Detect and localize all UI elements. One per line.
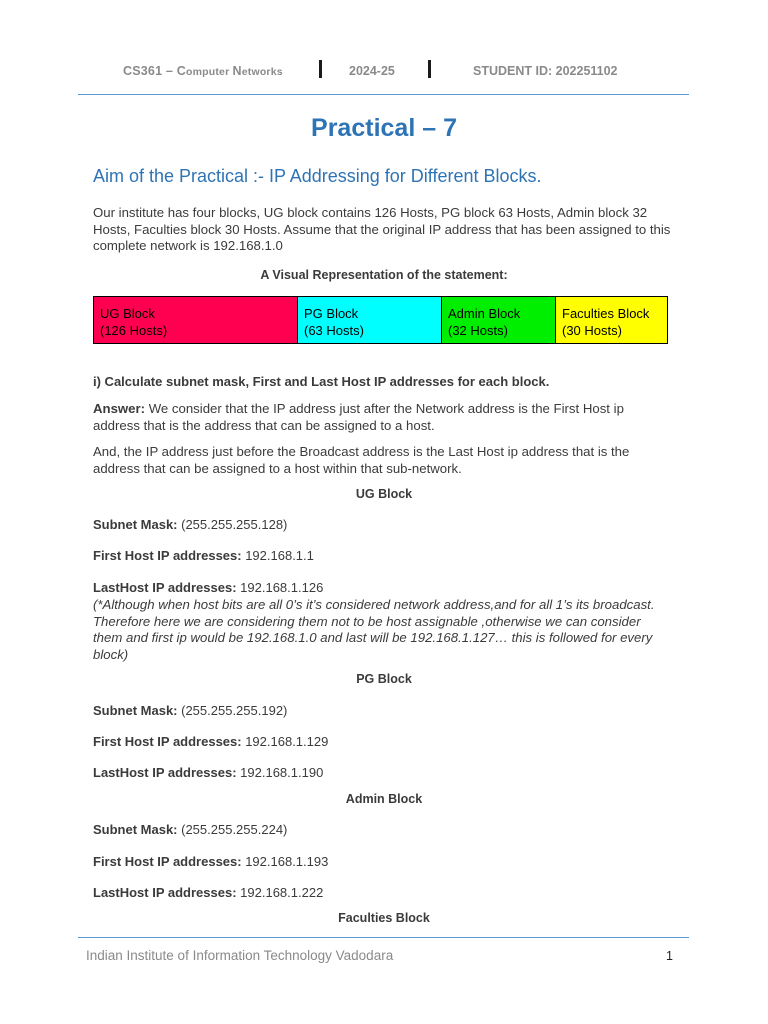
label: LastHost IP addresses:	[93, 885, 237, 900]
value: 192.168.1.222	[236, 885, 324, 900]
value: 192.168.1.1	[241, 548, 314, 563]
faculties-heading: Faculties Block	[338, 911, 430, 925]
block-name: UG Block	[100, 306, 155, 321]
blocks-diagram	[93, 296, 668, 344]
pg-subnet-mask	[93, 703, 287, 718]
ug-heading: UG Block	[355, 487, 413, 501]
visual-heading: A Visual Representation of the statement:	[260, 268, 508, 282]
admin-last-host	[93, 885, 323, 900]
note: (*Although when host bits are all 0’s it’s considered network address,and for all 1’s its broadcast. Therefore here we are considering them not to be host assignable ,otherwise we can consider them and first ip would be 192.168.1.0 and last will be 192.168.1.127… this is followed for every block)	[93, 597, 655, 662]
ug-block-cell	[94, 297, 298, 343]
admin-heading: Admin Block	[345, 792, 423, 806]
intro-paragraph: Our institute has four blocks, UG block contains 126 Hosts, PG block 63 Hosts, Admin block 32 Hosts, Faculties block 30 Hosts. Assume that the original IP address that has been assigned to this complete network is 192.168.1.0	[93, 205, 671, 253]
block-hosts: (32 Hosts)	[448, 323, 508, 338]
label: Subnet Mask:	[93, 517, 178, 532]
value: (255.255.255.128)	[177, 517, 288, 532]
course-name-part: etworks	[241, 66, 283, 78]
ug-first-host	[93, 548, 314, 563]
page-number: 1	[666, 949, 673, 963]
course-name-part: omputer	[185, 66, 233, 78]
pg-first-host	[93, 734, 328, 749]
institute-name: Indian Institute of Information Technology Vadodara	[86, 948, 394, 963]
label: First Host IP addresses:	[93, 854, 242, 869]
admin-block-cell	[442, 297, 556, 343]
answer-paragraph-2: And, the IP address just before the Broadcast address is the Last Host ip address that is the address that can be assigned to a host within that sub-network.	[93, 444, 630, 476]
answer-paragraph	[93, 401, 673, 434]
pg-block-cell	[298, 297, 442, 343]
course-name-part: N	[232, 64, 242, 78]
label: First Host IP addresses:	[93, 734, 242, 749]
ug-last-host	[93, 580, 323, 595]
header-separator	[319, 60, 322, 78]
faculties-block-cell	[556, 297, 667, 343]
admin-first-host	[93, 854, 328, 869]
label: LastHost IP addresses:	[93, 765, 237, 780]
student-id: STUDENT ID: 202251102	[473, 64, 618, 78]
label: First Host IP addresses:	[93, 548, 242, 563]
label: Subnet Mask:	[93, 822, 178, 837]
value: 192.168.1.129	[241, 734, 329, 749]
academic-year: 2024-25	[349, 64, 395, 78]
block-name: Admin Block	[448, 306, 521, 321]
answer-text: We consider that the IP address just after the Network address is the First Host ip address that is the address that can be assigned to a host.	[93, 401, 624, 433]
admin-subnet-mask	[93, 822, 287, 837]
block-hosts: (63 Hosts)	[304, 323, 364, 338]
value: 192.168.1.193	[241, 854, 329, 869]
page-title: Practical – 7	[311, 114, 457, 142]
ug-subnet-mask	[93, 517, 287, 532]
answer-label: Answer:	[93, 401, 146, 416]
page-header	[78, 58, 689, 95]
label: LastHost IP addresses:	[93, 580, 237, 595]
header-separator	[428, 60, 431, 78]
pg-last-host	[93, 765, 323, 780]
course-code: CS361 – C	[123, 64, 186, 78]
block-hosts: (126 Hosts)	[100, 323, 168, 338]
label: Subnet Mask:	[93, 703, 178, 718]
value: 192.168.1.190	[236, 765, 324, 780]
pg-heading: PG Block	[356, 672, 412, 686]
value: 192.168.1.126	[236, 580, 324, 595]
value: (255.255.255.224)	[177, 822, 288, 837]
value: (255.255.255.192)	[177, 703, 288, 718]
block-name: PG Block	[304, 306, 359, 321]
block-name: Faculties Block	[562, 306, 650, 321]
page-footer	[78, 937, 689, 968]
course-title	[123, 64, 283, 78]
block-hosts: (30 Hosts)	[562, 323, 622, 338]
aim-heading: Aim of the Practical :- IP Addressing for Different Blocks.	[93, 166, 542, 186]
question: i) Calculate subnet mask, First and Last Host IP addresses for each block.	[93, 374, 550, 389]
